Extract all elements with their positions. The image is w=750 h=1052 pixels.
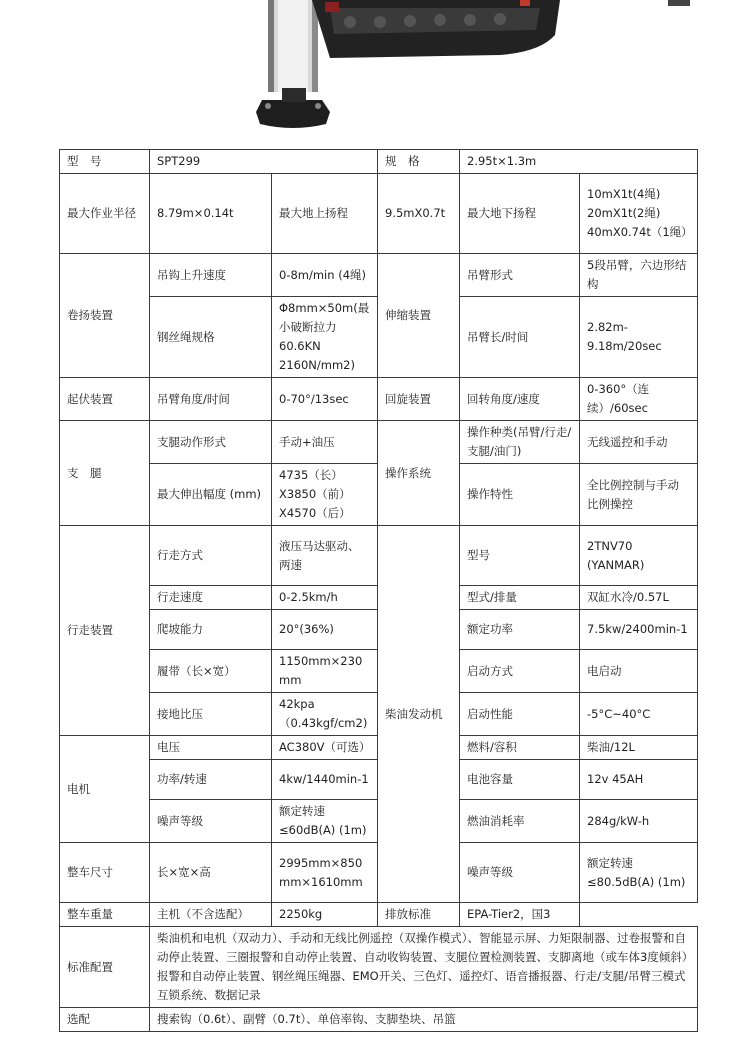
diesel-fuel-label: 燃料/容积 [460,736,580,760]
dimension-value: 2995mm×850mm×1610mm [272,843,378,903]
above-lift-label: 最大地上扬程 [272,174,378,254]
weight-value: 2250kg [272,903,378,927]
operation-type-value: 无线遥控和手动 [580,421,698,464]
boom-length-value: 2.82m-9.18m/20sec [580,297,698,378]
diesel-consumption-label: 燃油消耗率 [460,800,580,843]
boom-form-value: 5段吊臂，六边形结构 [580,254,698,297]
travel-track-value: 1150mm×230mm [272,650,378,693]
travel-track-label: 履带（长×宽） [150,650,272,693]
diesel-model-value: 2TNV70 (YANMAR) [580,526,698,586]
table-row [60,421,698,464]
travel-speed-value: 0-2.5km/h [272,586,378,610]
hook-speed-label: 吊钩上升速度 [150,254,272,297]
outrigger-action-value: 手动+油压 [272,421,378,464]
weight-sub-label: 主机（不含选配） [150,903,272,927]
table-row [60,903,698,927]
travel-climb-label: 爬坡能力 [150,610,272,650]
rope-label: 钢丝绳规格 [150,297,272,378]
below-lift-value: 10mX1t(4绳) 20mX1t(2绳) 40mX0.74t（1绳） [580,174,698,254]
travel-pressure-label: 接地比压 [150,693,272,736]
hook-speed-value: 0-8m/min (4绳) [272,254,378,297]
operation-type-label: 操作种类(吊臂/行走/支腿/油门) [460,421,580,464]
travel-label: 行走装置 [60,526,150,736]
diesel-fuel-value: 柴油/12L [580,736,698,760]
travel-pressure-value: 42kpa（0.43kgf/cm2) [272,693,378,736]
optional-label: 选配 [60,1008,150,1032]
above-lift-value: 9.5mX0.7t [378,174,460,254]
travel-mode-value: 液压马达驱动、两速 [272,526,378,586]
diesel-type-label: 型式/排量 [460,586,580,610]
radius-label: 最大作业半径 [60,174,150,254]
boom-length-label: 吊臂长/时间 [460,297,580,378]
diesel-battery-label: 电池容量 [460,760,580,800]
luffing-angle-label: 吊臂角度/时间 [150,378,272,421]
outrigger-width-value: 4735（长）X3850（前）X4570（后） [272,464,378,526]
model-label: 型 号 [60,150,150,174]
boom-form-label: 吊臂形式 [460,254,580,297]
winch-label: 卷扬装置 [60,254,150,378]
diesel-model-label: 型号 [460,526,580,586]
slewing-angle-label: 回转角度/速度 [460,378,580,421]
table-row [60,174,698,254]
luffing-label: 起伏装置 [60,378,150,421]
diesel-start-perf-value: -5°C~40°C [580,693,698,736]
operation-feature-label: 操作特性 [460,464,580,526]
diesel-emission-value: EPA-Tier2，国3 [460,903,580,927]
diesel-type-value: 双缸水冷/0.57L [580,586,698,610]
diesel-start-perf-label: 启动性能 [460,693,580,736]
motor-power-label: 功率/转速 [150,760,272,800]
model-value: SPT299 [150,150,378,174]
diesel-power-value: 7.5kw/2400min-1 [580,610,698,650]
below-lift-label: 最大地下扬程 [460,174,580,254]
operation-feature-value: 全比例控制与手动比例操控 [580,464,698,526]
travel-speed-label: 行走速度 [150,586,272,610]
table-row [60,1008,698,1032]
diesel-noise-value: 额定转速≤80.5dB(A) (1m) [580,843,698,903]
radius-value: 8.79m×0.14t [150,174,272,254]
optional-value: 搜索钩（0.6t）、副臂（0.7t）、单倍率钩、支脚垫块、吊篮 [150,1008,698,1032]
outrigger-width-label: 最大伸出幅度 (mm) [150,464,272,526]
travel-climb-value: 20°(36%) [272,610,378,650]
table-row [60,150,698,174]
travel-mode-label: 行走方式 [150,526,272,586]
table-row [60,526,698,586]
outrigger-action-label: 支腿动作形式 [150,421,272,464]
telescope-label: 伸缩装置 [378,254,460,378]
rope-value: Φ8mm×50m(最小破断拉力60.6KN 2160N/mm2) [272,297,378,378]
motor-noise-label: 噪声等级 [150,800,272,843]
slewing-angle-value: 0-360°（连续）/60sec [580,378,698,421]
motor-voltage-label: 电压 [150,736,272,760]
motor-power-value: 4kw/1440min-1 [272,760,378,800]
motor-voltage-value: AC380V（可选） [272,736,378,760]
table-row [60,378,698,421]
dimension-sub-label: 长×宽×高 [150,843,272,903]
spec-label: 规 格 [378,150,460,174]
diesel-start-value: 电启动 [580,650,698,693]
standard-label: 标准配置 [60,927,150,1008]
table-row [60,254,698,297]
luffing-angle-value: 0-70°/13sec [272,378,378,421]
weight-label: 整车重量 [60,903,150,927]
diesel-emission-label: 排放标准 [378,903,460,927]
diesel-noise-label: 噪声等级 [460,843,580,903]
dimension-label: 整车尺寸 [60,843,150,903]
standard-value: 柴油机和电机（双动力）、手动和无线比例遥控（双操作模式）、智能显示屏、力矩限制器、过卷报警和自动停止装置、三圈报警和自动停止装置、自动收钩装置、支腿位置检测装置、支脚离地（或车体3度倾斜）报警和自动停止装置、钢丝绳压绳器、EMO开关、三色灯、遥控灯、语音播报器、行走/支腿/吊臂三模式互锁系统、数据记录 [150,927,698,1008]
diesel-battery-value: 12v 45AH [580,760,698,800]
motor-noise-value: 额定转速≤60dB(A) (1m) [272,800,378,843]
outrigger-label: 支 腿 [60,421,150,526]
spec-table [59,149,698,1032]
spec-value: 2.95t×1.3m [460,150,698,174]
product-photo [0,0,750,140]
diesel-label: 柴油发动机 [378,526,460,903]
operation-label: 操作系统 [378,421,460,526]
diesel-consumption-value: 284g/kW-h [580,800,698,843]
diesel-start-label: 启动方式 [460,650,580,693]
slewing-label: 回旋装置 [378,378,460,421]
motor-label: 电机 [60,736,150,843]
table-row [60,927,698,1008]
diesel-power-label: 额定功率 [460,610,580,650]
